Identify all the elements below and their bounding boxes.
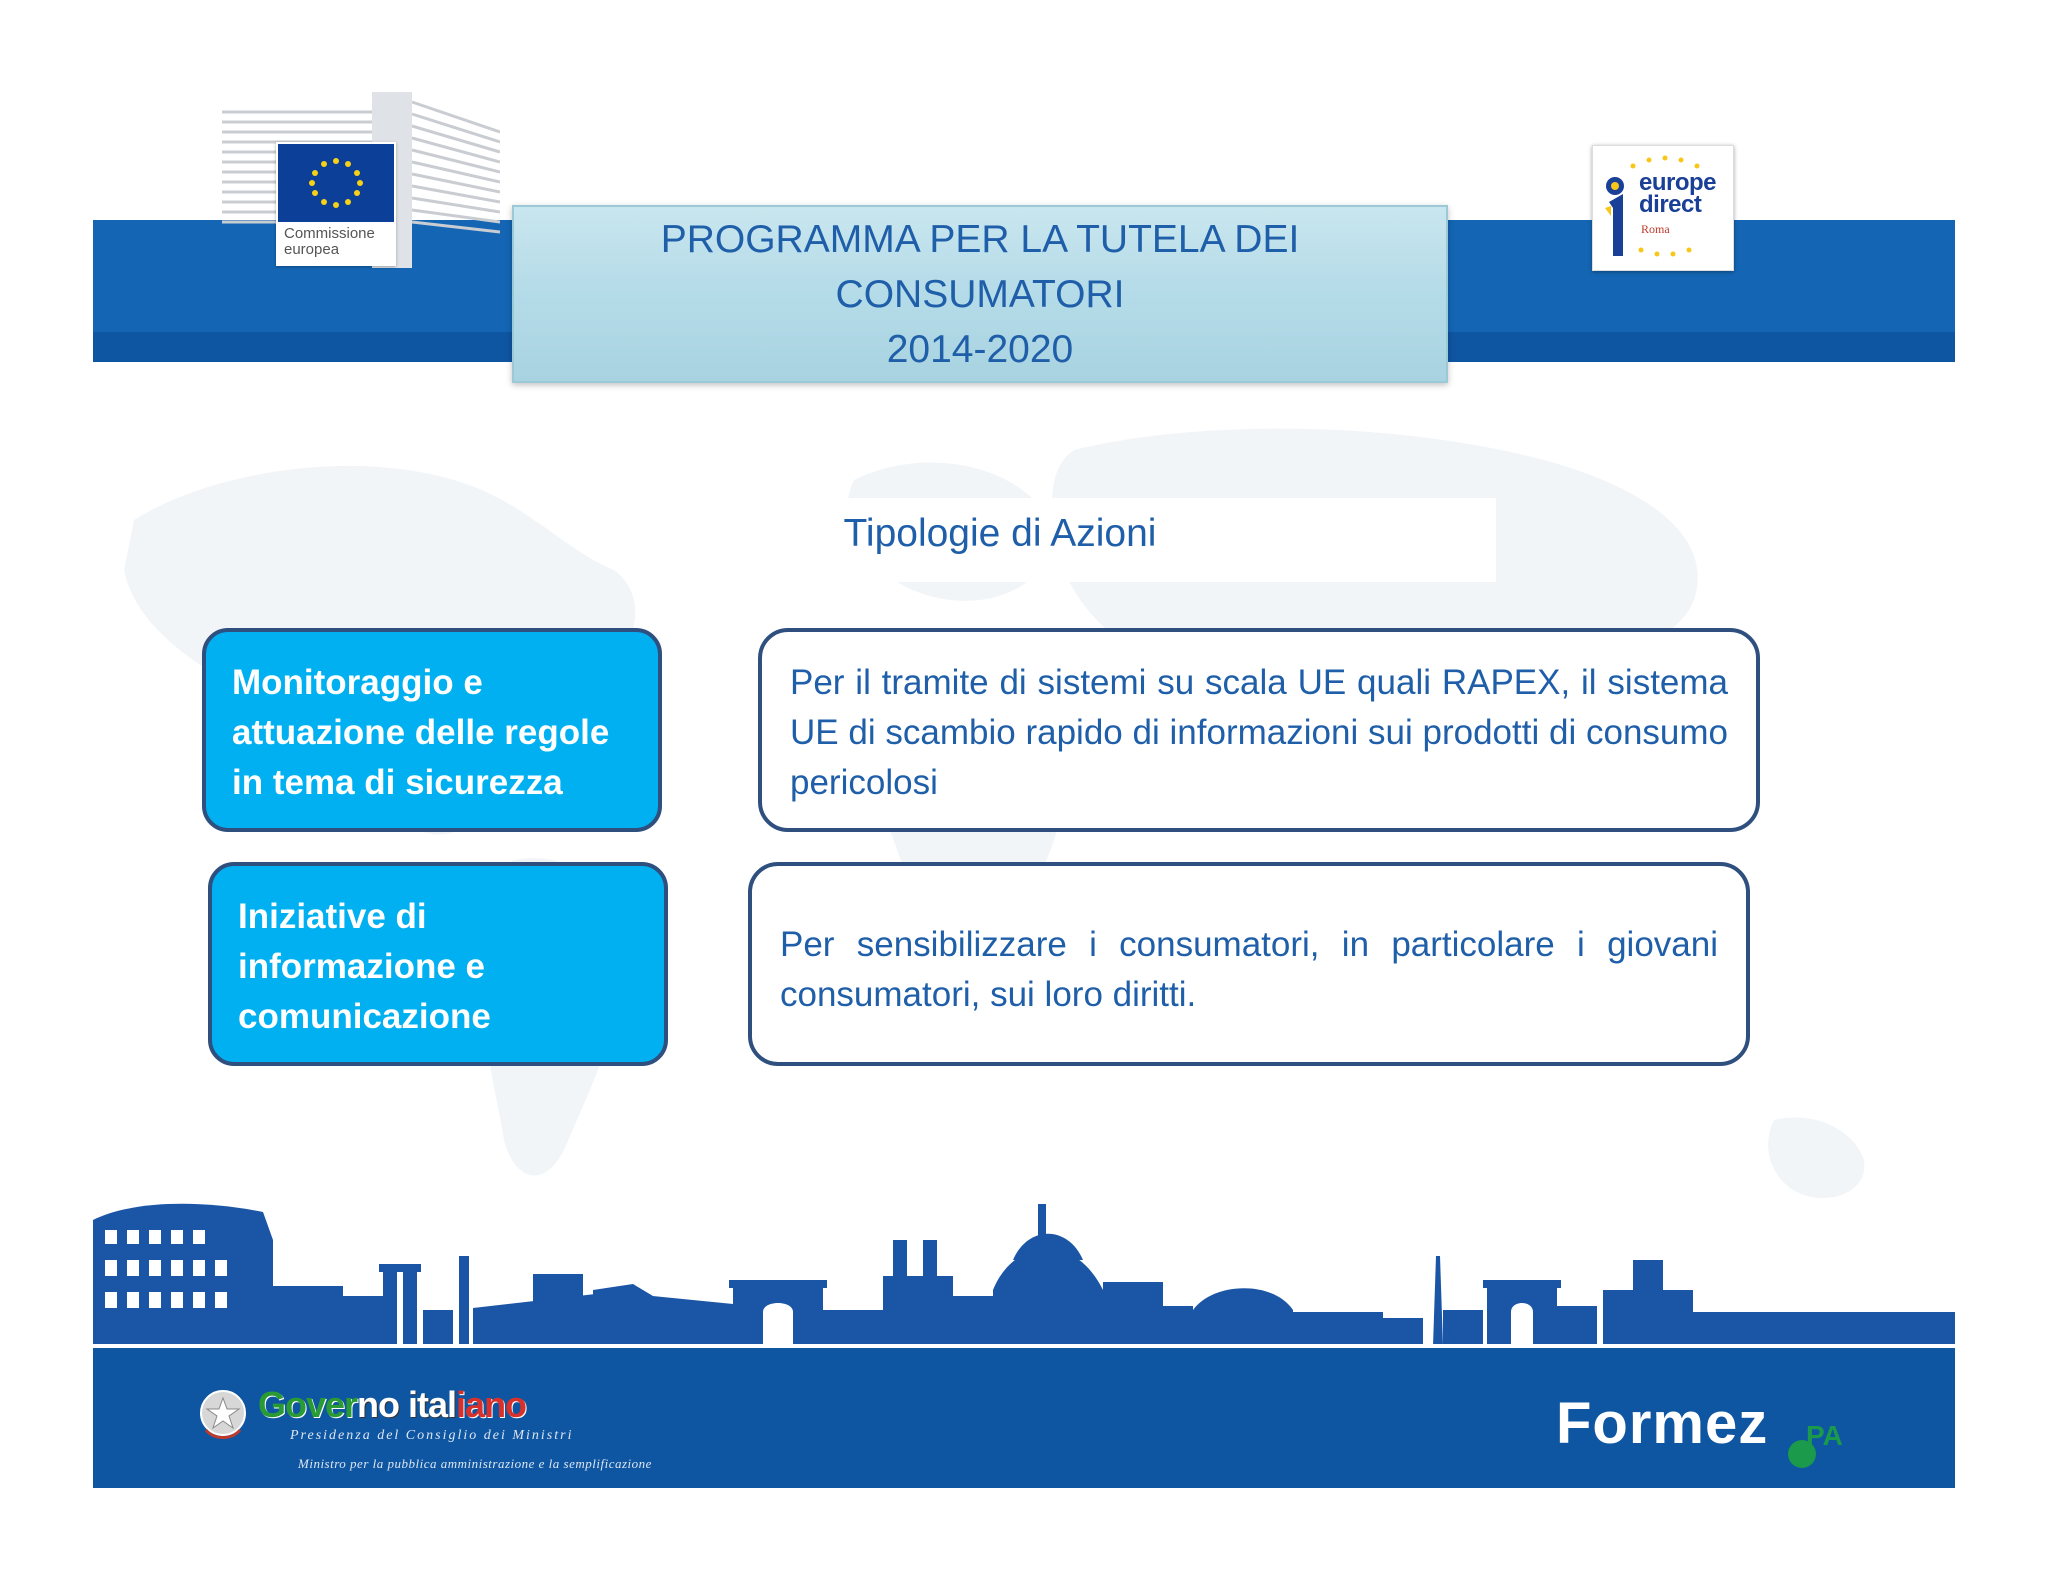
europe-direct-line2: direct (1639, 191, 1702, 218)
action-label-line: attuazione delle regole (232, 713, 610, 752)
action-label-box (208, 862, 668, 1066)
governo-italiano-logo (258, 1384, 526, 1426)
ec-logo-line2: europea (284, 241, 340, 258)
title-line-3: 2014-2020 (886, 327, 1074, 371)
title-box (512, 205, 1448, 383)
europe-direct-line1: europe (1639, 169, 1717, 196)
formez-logo: Formez (1556, 1391, 1769, 1456)
presidenza-text: Presidenza del Consiglio dei Ministri (290, 1428, 574, 1443)
action-label-line: comunicazione (238, 997, 491, 1036)
action-description: Per sensibilizzare i consumatori, in particolare i giovani consumatori, sui loro diritti. (780, 925, 1718, 1014)
ec-logo-text (284, 226, 375, 258)
europe-direct-text (1639, 169, 1717, 218)
action-label-box (202, 628, 662, 832)
governo-italiano-part2: no ital (357, 1384, 457, 1425)
governo-italiano-part1: Gover (258, 1384, 358, 1425)
action-label-line: Iniziative di (238, 897, 427, 936)
eu-flag-icon (278, 144, 394, 222)
ministro-text: Ministro per la pubblica amministrazione e la semplificazione (298, 1456, 652, 1471)
action-description-box (758, 628, 1760, 832)
title-line-1: PROGRAMMA PER LA TUTELA DEI (660, 217, 1300, 261)
action-label-line: Monitoraggio e (232, 663, 483, 702)
europe-direct-city: Roma (1641, 222, 1670, 236)
europe-direct-logo (1592, 145, 1734, 271)
subtitle: Tipologie di Azioni (843, 512, 1157, 555)
action-label-line: informazione e (238, 947, 485, 986)
action-label-line: in tema di sicurezza (232, 763, 563, 802)
governo-italiano-part3: iano (456, 1384, 527, 1425)
action-description-box (748, 862, 1750, 1066)
title-line-2: CONSUMATORI (835, 272, 1125, 316)
ec-logo-line1: Commissione (284, 225, 375, 242)
italian-republic-emblem-icon (196, 1386, 250, 1444)
action-description: Per il tramite di sistemi su scala UE quali RAPEX, il sistema UE di scambio rapido di informazioni sui prodotti di consumo pericolosi (790, 663, 1728, 802)
footer-divider (93, 1344, 1955, 1347)
european-commission-logo (276, 142, 396, 266)
rome-skyline-graphic (93, 1200, 1955, 1346)
formez-pa-suffix: PA (1806, 1420, 1843, 1451)
